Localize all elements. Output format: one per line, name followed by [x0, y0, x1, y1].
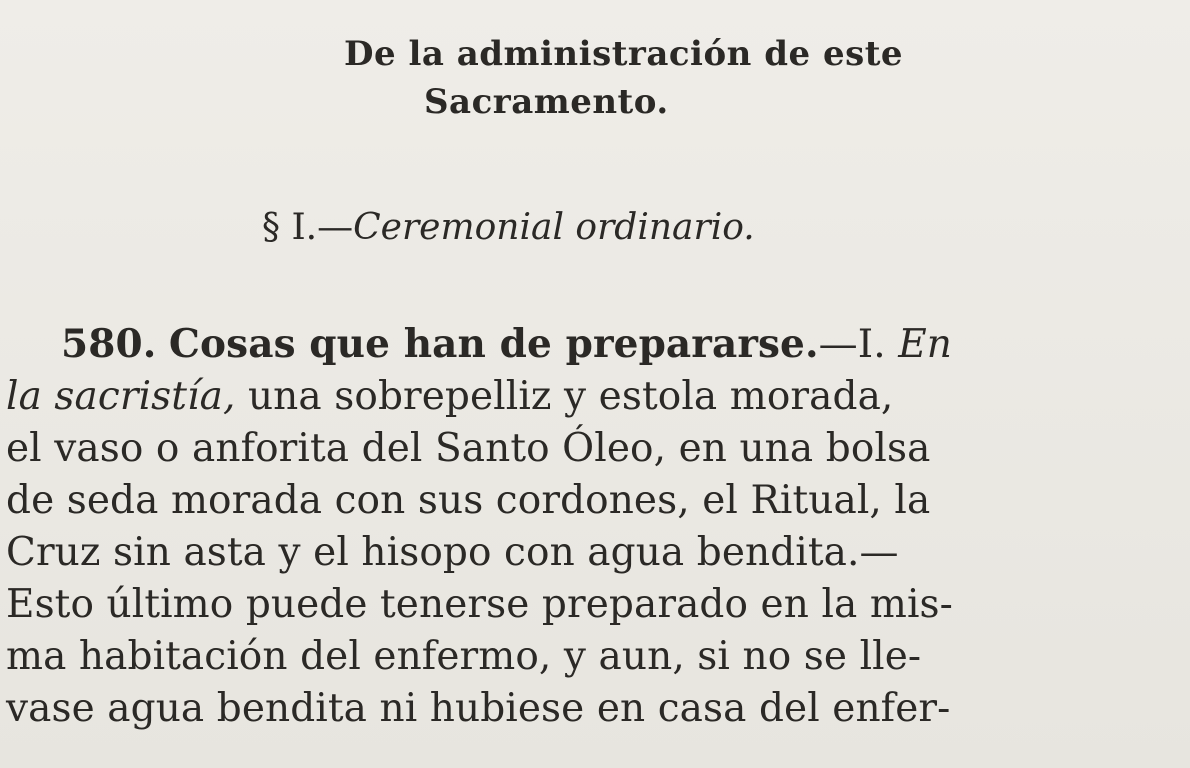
paragraph-line: ma habitación del enfermo, y aun, si no se lle- — [6, 634, 922, 679]
paragraph-italic-phrase: la sacristía, — [6, 374, 236, 419]
chapter-heading-line: De la administración de este — [344, 34, 904, 74]
section-name: Ceremonial ordinario. — [353, 207, 755, 248]
paragraph-line: Cruz sin asta y el hisopo con agua bendita.— — [6, 530, 899, 575]
section-prefix: § I.— — [262, 207, 354, 248]
paragraph-subnumber: —I. — [818, 322, 886, 367]
chapter-heading — [344, 30, 1104, 126]
paragraph-italic-phrase: En — [898, 322, 953, 367]
paragraph-line: de seda morada con sus cordones, el Ritual, la — [6, 478, 931, 523]
paragraph-line — [6, 318, 1146, 371]
section-title — [262, 204, 755, 252]
body-paragraph — [6, 318, 1146, 735]
paragraph-line: Esto último puede tenerse preparado en la mis- — [6, 582, 953, 627]
paragraph-title: Cosas que han de prepararse. — [168, 321, 819, 367]
chapter-heading-line: Sacramento. — [424, 82, 669, 122]
paragraph-line — [6, 371, 1146, 423]
paragraph-line: el vaso o anforita del Santo Óleo, en una bolsa — [6, 426, 931, 471]
paragraph-line: vase agua bendita ni hubiese en casa del enfer- — [6, 686, 951, 731]
paragraph-text: una sobrepelliz y estola morada, — [247, 374, 894, 419]
paragraph-number: 580. — [61, 321, 157, 367]
